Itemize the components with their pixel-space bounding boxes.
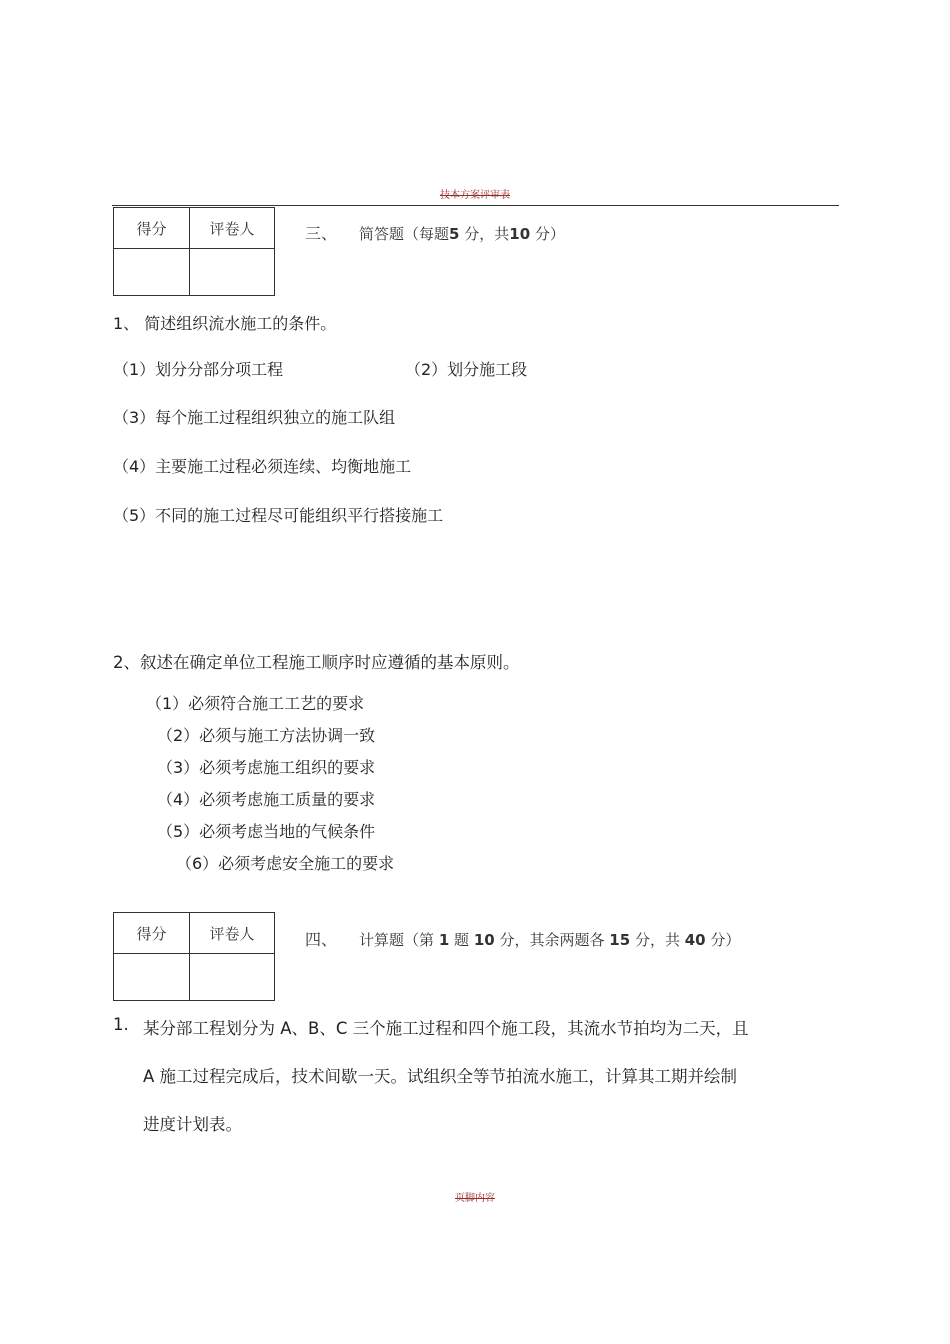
section4-title-t3: 分，其余两题各 [499, 931, 605, 949]
q1-item-2: （2）划分施工段 [405, 360, 528, 379]
q2-item-3: （3）必须考虑施工组织的要求 [157, 758, 376, 777]
grader-label: 评卷人 [190, 208, 275, 249]
grader-cell[interactable] [190, 249, 275, 296]
score-table-section3 [113, 207, 275, 296]
grader-label: 评卷人 [190, 913, 275, 954]
q1-item-5: （5）不同的施工过程尽可能组织平行搭接施工 [113, 506, 444, 525]
section4-n3: 15 [609, 931, 631, 949]
section4-n2: 10 [473, 931, 495, 949]
question-1-title: 1、 简述组织流水施工的条件。 [113, 314, 337, 333]
score-label: 得分 [114, 913, 190, 954]
section4-n1: 1 [438, 931, 450, 949]
section3-per-score: 5 [449, 225, 460, 243]
section4-title-t2: 题 [454, 931, 470, 949]
calc-1-line-1: 某分部工程划分为 A、B、C 三个施工过程和四个施工段，其流水节拍均为二天，且 [143, 1019, 749, 1038]
section4-title-t5: 分） [710, 931, 741, 949]
score-label: 得分 [114, 208, 190, 249]
section3-title-mid: 分，共 [464, 225, 510, 243]
section3-title [305, 221, 565, 244]
score-table-section4 [113, 912, 275, 1001]
section3-title-end: 分） [534, 225, 565, 243]
q2-item-5: （5）必须考虑当地的气候条件 [157, 822, 376, 841]
section4-title-t4: 分，共 [634, 931, 680, 949]
section3-number: 三、 [305, 224, 338, 243]
calc-1-line-2: A 施工过程完成后，技术间歇一天。试组织全等节拍流水施工，计算其工期并绘制 [143, 1067, 738, 1086]
page-footer: 页脚内容 [455, 1193, 495, 1204]
section4-title-t1: 计算题（第 [359, 931, 435, 949]
score-cell[interactable] [114, 249, 190, 296]
q1-item-3: （3）每个施工过程组织独立的施工队组 [113, 408, 396, 427]
score-cell[interactable] [114, 954, 190, 1001]
q2-item-6: （6）必须考虑安全施工的要求 [176, 854, 395, 873]
calc-1-line-3: 进度计划表。 [143, 1115, 242, 1134]
section4-number: 四、 [305, 930, 338, 949]
q2-item-1: （1）必须符合施工工艺的要求 [146, 694, 365, 713]
question-2-title: 2、叙述在确定单位工程施工顺序时应遵循的基本原则。 [113, 653, 520, 672]
calc-1-number: 1. [113, 1015, 129, 1034]
q2-item-4: （4）必须考虑施工质量的要求 [157, 790, 376, 809]
q2-item-2: （2）必须与施工方法协调一致 [157, 726, 376, 745]
section3-title-text: 简答题（每题 [359, 225, 450, 243]
grader-cell[interactable] [190, 954, 275, 1001]
section4-n4: 40 [684, 931, 706, 949]
q1-item-1: （1）划分分部分项工程 [113, 360, 284, 379]
section4-title [305, 927, 740, 950]
q1-item-4: （4）主要施工过程必须连续、均衡地施工 [113, 457, 412, 476]
page-header: 技本方案评审表 [440, 190, 510, 201]
header-rule [112, 205, 839, 206]
section3-total-score: 10 [509, 225, 531, 243]
